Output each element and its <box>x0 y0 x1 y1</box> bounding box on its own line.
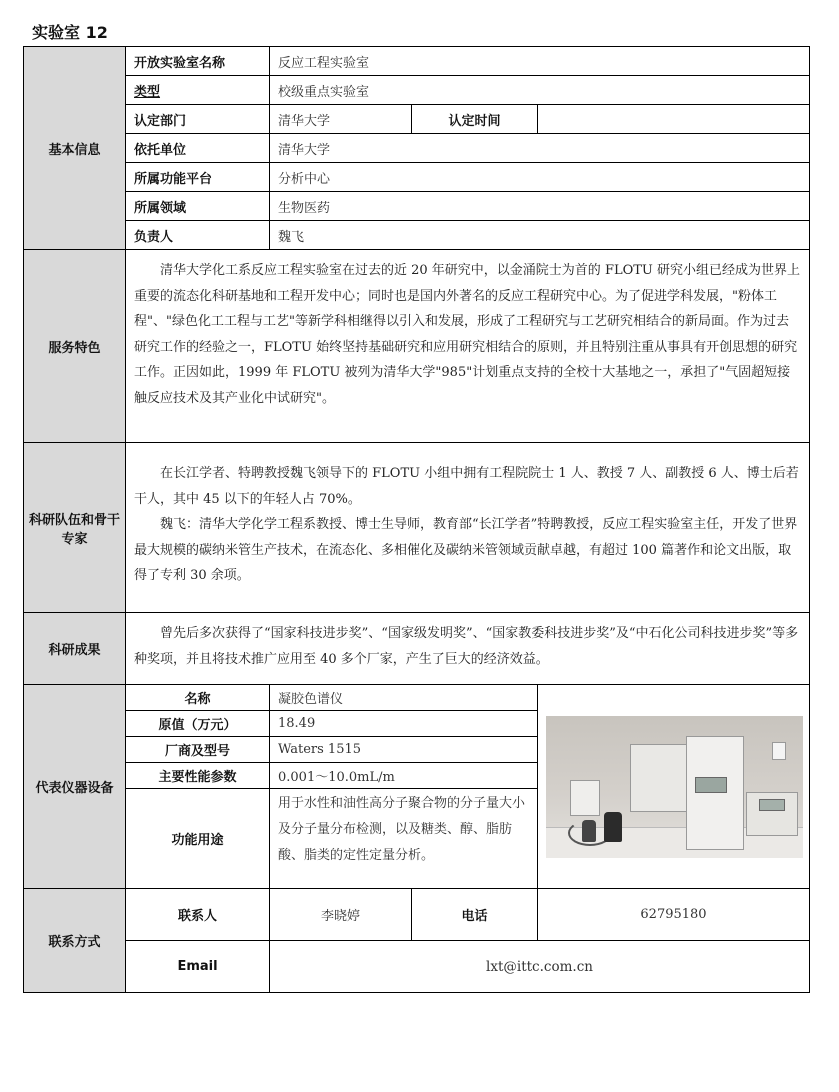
section-basic-info: 基本信息 <box>24 47 126 250</box>
equipment-photo-cell <box>538 685 810 889</box>
contact-phone-value: 62795180 <box>538 889 810 941</box>
results-description <box>126 613 810 685</box>
equip-name-value: 凝胶色谱仪 <box>270 685 538 711</box>
section-equipment: 代表仪器设备 <box>24 685 126 889</box>
equip-spec-value: 0.001～10.0mL/m <box>270 763 538 789</box>
team-paragraph-2: 魏飞：清华大学化学工程系教授、博士生导师，教育部“长江学者”特聘教授，反应工程实验室主任，开发了世界最大规模的碳纳米管生产技术，在流态化、多相催化及碳纳米管领域贡献卓越，有超过 100 篇著作和论文出版，取得了专利 30 余项。 <box>134 517 798 583</box>
wall-socket <box>772 742 786 760</box>
team-paragraph-1: 在长江学者、特聘教授魏飞领导下的 FLOTU 小组中拥有工程院院士 1 人、教授 7 人、副教授 6 人、博士后若干人，其中 45 以下的年轻人占 70%。 <box>134 466 799 507</box>
platform-label: 所属功能平台 <box>126 163 270 192</box>
pump-unit <box>630 744 688 812</box>
equipment-photo <box>546 716 803 858</box>
head-label: 负责人 <box>126 221 270 250</box>
lab-type-label: 类型 <box>126 76 270 105</box>
cert-time-value <box>538 105 810 134</box>
cert-time-label: 认定时间 <box>412 105 538 134</box>
host-unit-value: 清华大学 <box>270 134 810 163</box>
solvent-bottle <box>604 812 622 842</box>
section-results: 科研成果 <box>24 613 126 685</box>
lab-name-label: 开放实验室名称 <box>126 47 270 76</box>
degasser-unit <box>570 780 600 816</box>
equip-use-value: 用于水性和油性高分子聚合物的分子量大小及分子量分布检测，以及糖类、醇、脂肪酸、脂类的定性定量分析。 <box>270 789 538 889</box>
contact-email-label: Email <box>126 941 270 993</box>
contact-person-value: 李晓婷 <box>270 889 412 941</box>
equip-price-value: 18.49 <box>270 711 538 737</box>
detector-unit <box>746 792 798 836</box>
equip-maker-label: 厂商及型号 <box>126 737 270 763</box>
chromatograph-unit <box>686 736 744 850</box>
results-paragraph: 曾先后多次获得了“国家科技进步奖”、“国家级发明奖”、“国家教委科技进步奖”及“中石化公司科技进步奖”等多种奖项，并且将技术推广应用至 40 多个厂家，产生了巨大的经济效益。 <box>134 626 799 667</box>
section-team: 科研队伍和骨干专家 <box>24 443 126 613</box>
section-contact: 联系方式 <box>24 889 126 993</box>
service-description <box>126 250 810 443</box>
team-description <box>126 443 810 613</box>
contact-email-value[interactable]: lxt@ittc.com.cn <box>270 941 810 993</box>
lab-type-value: 校级重点实验室 <box>270 76 810 105</box>
lab-name-value: 反应工程实验室 <box>270 47 810 76</box>
section-service: 服务特色 <box>24 250 126 443</box>
equip-use-label: 功能用途 <box>126 789 270 889</box>
service-paragraph: 清华大学化工系反应工程实验室在过去的近 20 年研究中，以金涌院士为首的 FLOTU 研究小组已经成为世界上重要的流态化科研基地和工程开发中心；同时也是国内外著名的反应工程研究中心。为了促进学科发展，"粉体工程"、"绿色化工工程与工艺"等新学科相继得以引入和发展，形成了工程研究与工艺研究相结合的新局面。作为过去研究工作的经验之一，FLOTU 始终坚持基础研究和应用研究相结合的原则，并且特别注重从事具有开创思想的研究工作。正因如此，1999 年 FLOTU 被列为清华大学"985"计划重点支持的全校十大基地之一，承担了"气固超短接触反应技术及其产业化中试研究"。 <box>134 263 801 406</box>
contact-phone-label: 电话 <box>412 889 538 941</box>
lab-info-table <box>23 46 810 993</box>
equip-price-label: 原值（万元） <box>126 711 270 737</box>
detector-display <box>759 799 785 811</box>
equip-name-label: 名称 <box>126 685 270 711</box>
equip-spec-label: 主要性能参数 <box>126 763 270 789</box>
field-value: 生物医药 <box>270 192 810 221</box>
cert-dept-label: 认定部门 <box>126 105 270 134</box>
solvent-bottle <box>582 820 596 842</box>
cert-dept-value: 清华大学 <box>270 105 412 134</box>
page-title: 实验室 12 <box>32 23 108 42</box>
platform-value: 分析中心 <box>270 163 810 192</box>
field-label: 所属领域 <box>126 192 270 221</box>
head-value: 魏飞 <box>270 221 810 250</box>
host-unit-label: 依托单位 <box>126 134 270 163</box>
contact-person-label: 联系人 <box>126 889 270 941</box>
equip-maker-value: Waters 1515 <box>270 737 538 763</box>
display-panel <box>695 777 727 793</box>
